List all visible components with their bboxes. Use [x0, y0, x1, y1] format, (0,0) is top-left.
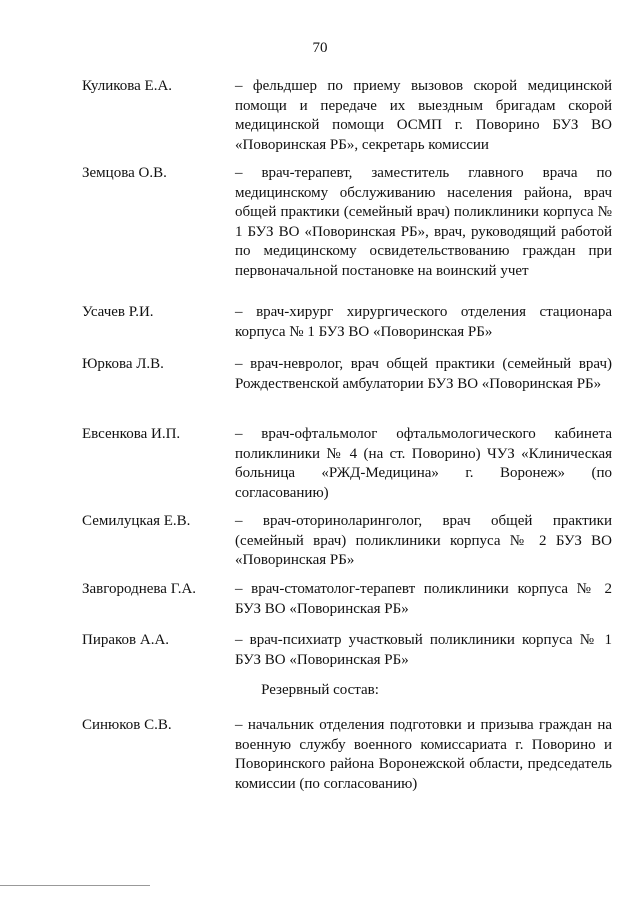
member-name: Земцова О.В. — [82, 165, 167, 181]
member-entry — [82, 631, 612, 670]
reserve-member-entry — [82, 716, 612, 794]
member-name: Евсенкова И.П. — [82, 426, 181, 442]
member-description: – начальник отделения подготовки и призыва граждан на военную службу военного комиссариата г. Поворино и Поворинского района Воронежской области, председатель комиссии (по согласованию) — [235, 717, 612, 792]
member-name: Юркова Л.В. — [82, 356, 164, 372]
member-name: Куликова Е.А. — [82, 78, 173, 94]
member-description: – врач-невролог, врач общей практики (семейный врач) Рождественской амбулатории БУЗ ВО «Поворинская РБ» — [235, 356, 612, 392]
member-entry — [82, 580, 612, 619]
reserve-section-title: Резервный состав: — [261, 682, 379, 698]
member-description: – фельдшер по приему вызовов скорой медицинской помощи и передаче их выездным бригадам скорой медицинской помощи ОСМП г. Поворино БУЗ ВО «Поворинская РБ», секретарь комиссии — [235, 78, 612, 153]
member-name: Синюков С.В. — [82, 717, 172, 733]
member-description: – врач-офтальмолог офтальмологического кабинета поликлиники № 4 (на ст. Поворино) ЧУЗ «Клиническая больница «РЖД-Медицина» г. Воронеж» (по согласованию) — [235, 426, 612, 501]
member-entry — [82, 512, 612, 571]
member-name: Семилуцкая Е.В. — [82, 513, 191, 529]
member-description: – врач-терапевт, заместитель главного врача по медицинскому обслуживанию населения района, врач общей практики (семейный врач) поликлиники корпуса № 1 БУЗ ВО «Поворинская РБ», врач, руководящий работой по медицинскому освидетельствованию граждан при первоначальной постановке на воинский учет — [235, 165, 612, 279]
member-description: – врач-оториноларинголог, врач общей практики (семейный врач) поликлиники корпуса № 2 БУЗ ВО «Поворинская РБ» — [235, 513, 612, 568]
footer-divider — [0, 885, 150, 886]
page-number: 70 — [312, 40, 328, 56]
member-entry — [82, 303, 612, 342]
member-description: – врач-стоматолог-терапевт поликлиники корпуса № 2 БУЗ ВО «Поворинская РБ» — [235, 581, 612, 617]
member-name: Усачев Р.И. — [82, 304, 154, 320]
member-entry — [82, 355, 612, 394]
member-entry — [82, 425, 612, 503]
member-name: Пираков А.А. — [82, 632, 170, 648]
member-description: – врач-психиатр участковый поликлиники корпуса № 1 БУЗ ВО «Поворинская РБ» — [235, 632, 612, 668]
member-entry — [82, 164, 612, 281]
member-name: Завгороднева Г.А. — [82, 581, 197, 597]
member-entry — [82, 77, 612, 155]
member-description: – врач-хирург хирургического отделения стационара корпуса № 1 БУЗ ВО «Поворинская РБ» — [235, 304, 612, 340]
